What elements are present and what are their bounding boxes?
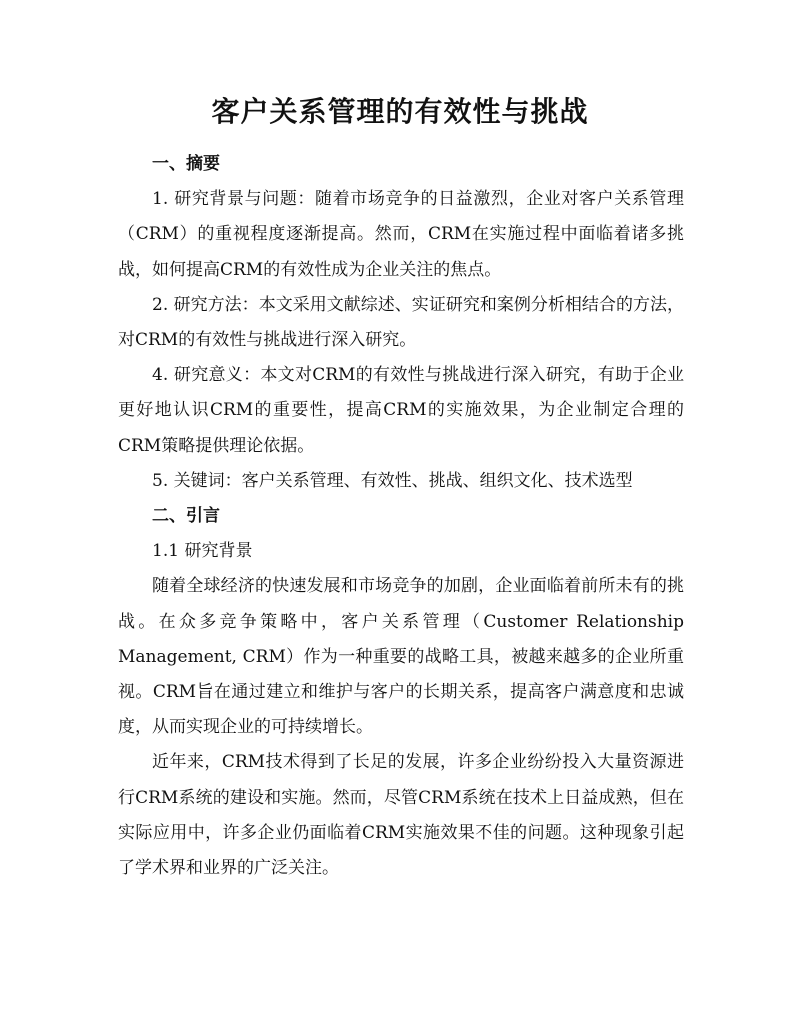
document-title: 客户关系管理的有效性与挑战	[211, 95, 589, 128]
introduction-paragraph: 随着全球经济的快速发展和市场竞争的加剧，企业面临着前所未有的挑战。在众多竞争策略中，客户关系管理（Customer Relationship Management, CRM）作为一种重要的战略工具，被越来越多的企业所重视。CRM旨在通过建立和维护与客户的长期关系，提高客户满意度和忠诚度，从而实现企业的可持续增长。	[118, 576, 684, 738]
introduction-paragraph: 近年来，CRM技术得到了长足的发展，许多企业纷纷投入大量资源进行CRM系统的建设和实施。然而，尽管CRM系统在技术上日益成熟，但在实际应用中，许多企业仍面临着CRM实施效果不佳的问题。这种现象引起了学术界和业界的广泛关注。	[118, 752, 684, 879]
document-body	[118, 147, 684, 886]
abstract-heading: 一、摘要	[152, 154, 220, 174]
abstract-item-significance: 4. 研究意义：本文对CRM的有效性与挑战进行深入研究，有助于企业更好地认识CRM的重要性，提高CRM的实施效果，为企业制定合理的CRM策略提供理论依据。	[118, 365, 684, 456]
abstract-item-keywords: 5. 关键词：客户关系管理、有效性、挑战、组织文化、技术选型	[152, 470, 633, 491]
introduction-subheading: 1.1 研究背景	[152, 541, 253, 562]
abstract-item-method: 2. 研究方法：本文采用文献综述、实证研究和案例分析相结合的方法，对CRM的有效性与挑战进行深入研究。	[118, 294, 684, 351]
abstract-item-background: 1. 研究背景与问题：随着市场竞争的日益激烈，企业对客户关系管理（CRM）的重视程度逐渐提高。然而，CRM在实施过程中面临着诸多挑战，如何提高CRM的有效性成为企业关注的焦点。	[118, 189, 684, 280]
introduction-heading: 二、引言	[152, 506, 220, 527]
